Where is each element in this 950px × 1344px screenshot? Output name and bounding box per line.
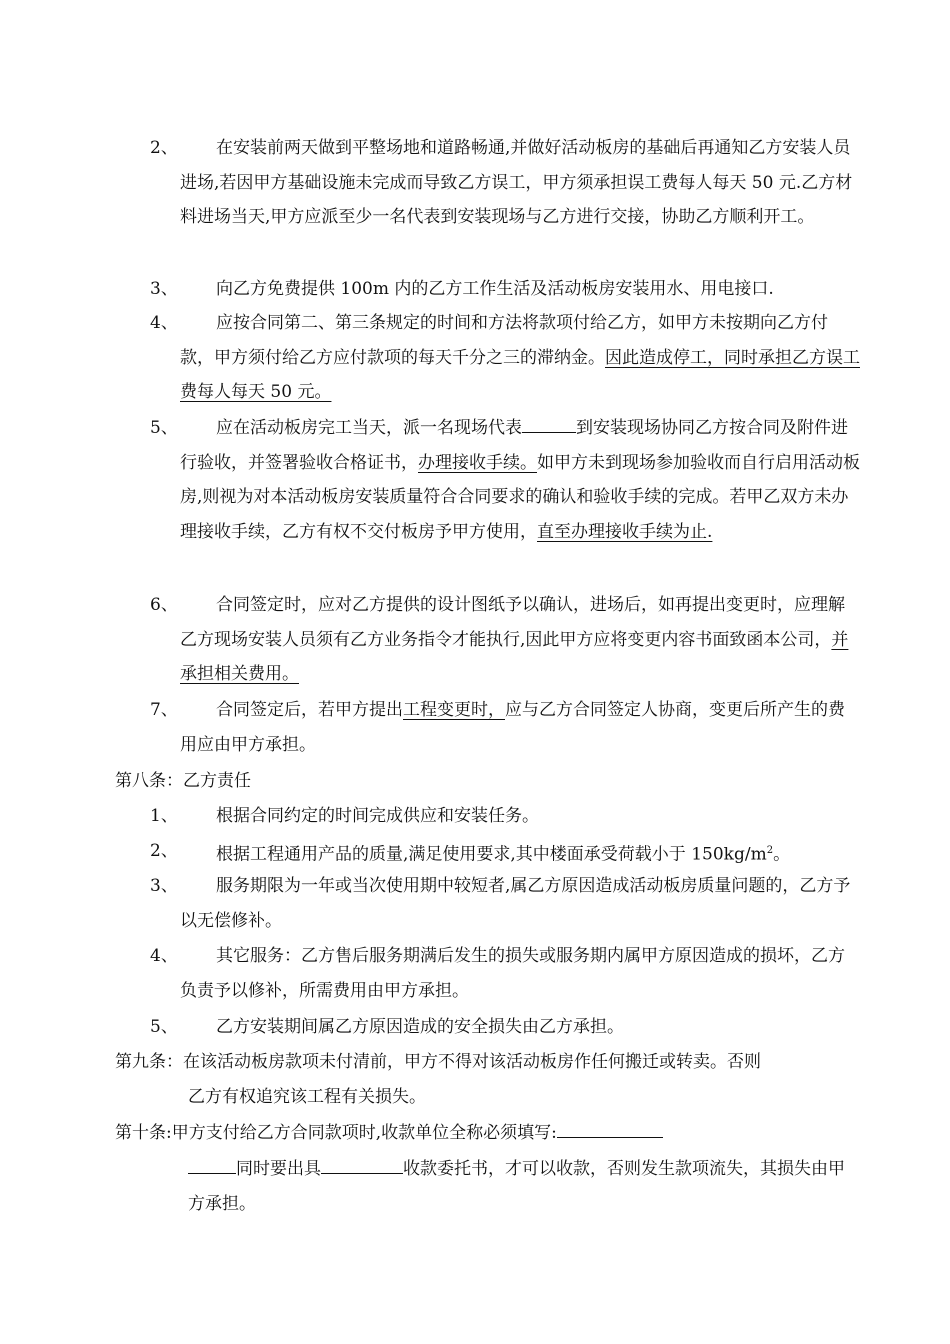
clause9-line1: 在该活动板房款项未付清前，甲方不得对该活动板房作任何搬迁或转卖。否则 [183, 1052, 761, 1072]
item-text: 应在活动板房完工当天，派一名现场代表 [216, 418, 522, 438]
underlined-text: 因此造成停工，同时承担乙方误工费每人每天 50 元。 [180, 347, 860, 402]
clause10-text: 收款委托书，才可以收款，否则发生款项流失，其损失由甲方承担。 [188, 1159, 845, 1214]
item-number: 4、 [150, 313, 178, 333]
underlined-text: 直至办理接收手续为止. [537, 521, 713, 542]
item-text: 向乙方免费提供 100m 内的乙方工作生活及活动板房安装用水、用电接口. [216, 279, 774, 299]
clause9-line2: 乙方有权追究该工程有关损失。 [188, 1086, 426, 1107]
blank-field[interactable] [321, 1155, 403, 1174]
clause9-title: 第九条： [115, 1052, 183, 1072]
item-number: 1、 [150, 806, 178, 826]
item-number: 5、 [150, 1017, 178, 1037]
item-number: 7、 [150, 700, 178, 720]
payee-name-blank[interactable] [557, 1119, 663, 1138]
representative-blank[interactable] [522, 414, 576, 433]
clause8-item-4 [150, 939, 860, 1008]
clause7-item-3 [150, 272, 860, 307]
item-number: 3、 [150, 279, 178, 299]
item-text: 根据合同约定的时间完成供应和安装任务。 [216, 806, 539, 826]
clause7-item-6 [150, 588, 860, 692]
clause8-item-1 [150, 799, 860, 834]
clause8-item-5 [150, 1010, 860, 1045]
item-text: 根据工程通用产品的质量,满足使用要求,其中楼面承受荷载小于 150kg/m [216, 844, 767, 865]
clause8-item-2 [150, 834, 860, 872]
clause10-title: 第十条: [115, 1123, 172, 1143]
item-number: 2、 [150, 841, 178, 861]
underlined-text: 并承担相关费用。 [180, 629, 849, 684]
item-text: 如甲方未到现场参加验收而自行启用活动板房,则视为对本活动板房安装质量符合合同要求的确认和验收手续的完成。若甲乙双方未办理接收手续，乙方有权不交付板房予甲方使用， [180, 452, 860, 542]
item-text: 应与乙方合同签定人协商，变更后所产生的费用应由甲方承担。 [180, 700, 845, 755]
item-text: 合同签定时，应对乙方提供的设计图纸予以确认，进场后，如再提出变更时，应理解乙方现场安装人员须有乙方业务指令才能执行,因此甲方应将变更内容书面致函本公司， [180, 595, 845, 650]
underlined-text: 工程变更时， [403, 700, 505, 720]
item-number: 2、 [150, 138, 178, 158]
item-text: 乙方安装期间属乙方原因造成的安全损失由乙方承担。 [216, 1017, 624, 1037]
clause7-item-4 [150, 306, 860, 410]
item-number: 5、 [150, 418, 178, 438]
item-text: 合同签定后，若甲方提出 [216, 700, 403, 720]
underlined-text: 办理接收手续。 [418, 452, 537, 473]
clause8-title: 第八条：乙方责任 [115, 771, 251, 791]
clause10 [115, 1116, 875, 1151]
superscript: 2 [766, 845, 774, 856]
clause8-item-3 [150, 869, 860, 938]
clause9 [115, 1045, 875, 1114]
clause7-item-5 [150, 411, 860, 549]
clause7-item-7 [150, 693, 860, 762]
blank-field[interactable] [188, 1155, 236, 1174]
item-text: 其它服务：乙方售后服务期满后发生的损失或服务期内属甲方原因造成的损坏，乙方负责予以修补，所需费用由甲方承担。 [180, 946, 845, 1001]
item-text: 。 [773, 844, 791, 865]
clause10-text: 同时要出具 [236, 1159, 321, 1179]
clause10-line1: 甲方支付给乙方合同款项时,收款单位全称必须填写: [171, 1123, 557, 1143]
item-number: 6、 [150, 595, 178, 615]
item-text: 到安装现场协同乙方按合同及附件进行验收，并签署验收合格证书， [180, 418, 848, 473]
clause10-continuation [188, 1152, 860, 1221]
item-text: 应按合同第二、第三条规定的时间和方法将款项付给乙方，如甲方未按期向乙方付款，甲方须付给乙方应付款项的每天千分之三的滞纳金。 [180, 313, 828, 368]
item-number: 4、 [150, 946, 178, 966]
item-text: 在安装前两天做到平整场地和道路畅通,并做好活动板房的基础后再通知乙方安装人员进场,若因甲方基础设施未完成而导致乙方误工，甲方须承担误工费每人每天 50 元.乙方材料进场当天,甲方应派至少一名代表到安装现场与乙方进行交接，协助乙方顺利开工。 [180, 138, 853, 227]
clause7-item-2 [150, 131, 860, 235]
item-text: 服务期限为一年或当次使用期中较短者,属乙方原因造成活动板房质量问题的，乙方予以无偿修补。 [180, 876, 851, 931]
item-number: 3、 [150, 876, 178, 896]
